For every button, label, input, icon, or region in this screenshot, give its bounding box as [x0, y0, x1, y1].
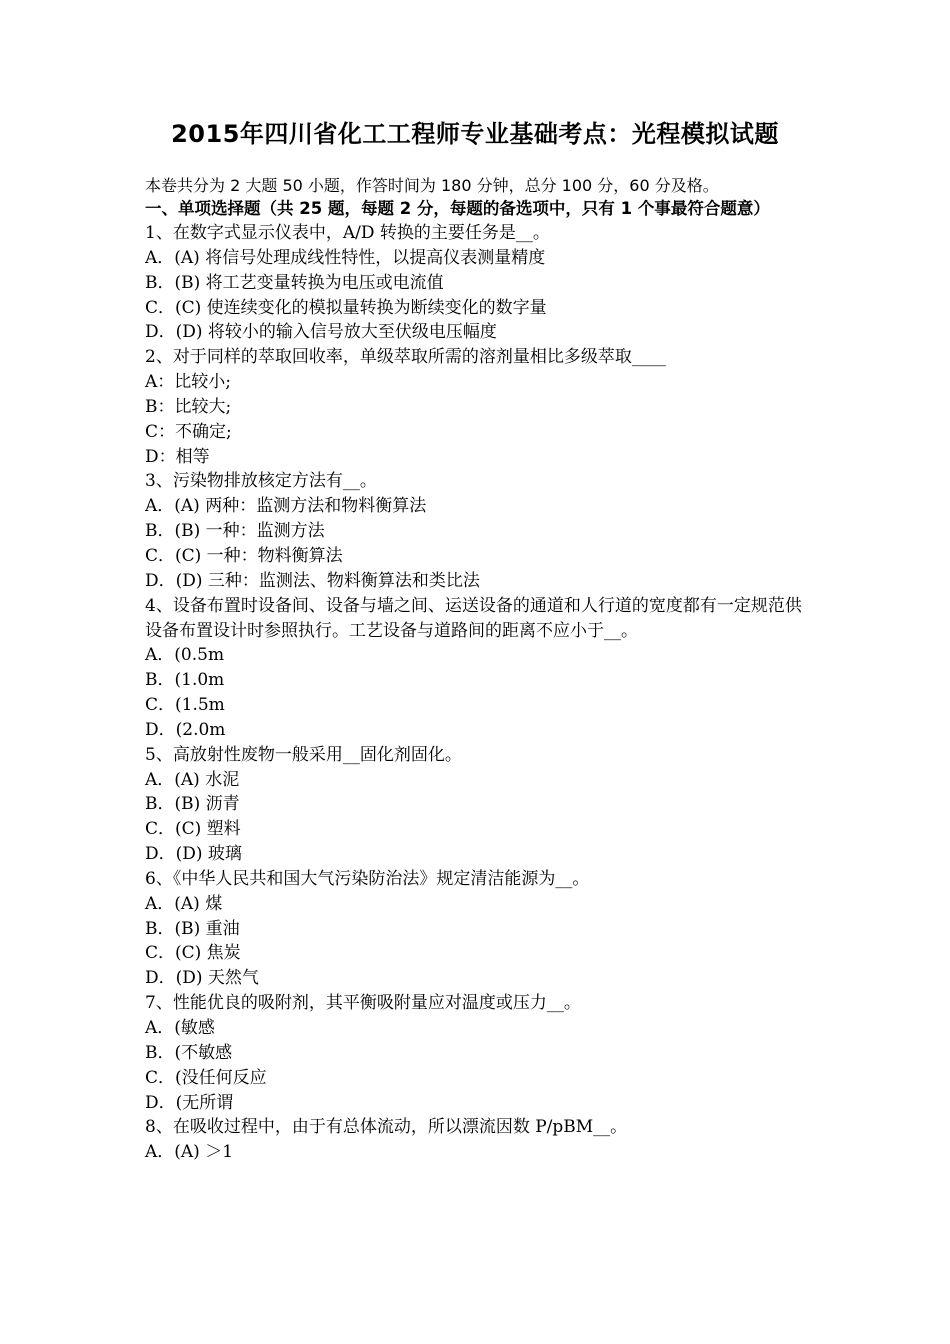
- answer-option: B．(B) 一种：监测方法: [145, 521, 325, 542]
- exam-intro: 本卷共分为 2 大题 50 小题，作答时间为 180 分钟，总分 100 分，60 分及格。: [145, 176, 719, 195]
- answer-option: A．(A) 水泥: [145, 769, 240, 790]
- answer-option: D．(D) 将较小的输入信号放大至伏级电压幅度: [145, 322, 497, 343]
- answer-option: B．(B) 沥青: [145, 794, 240, 815]
- answer-option: D：相等: [145, 446, 210, 467]
- answer-option: C．(1.5m: [145, 695, 225, 716]
- answer-option: D．(D) 天然气: [145, 968, 259, 989]
- answer-option: D．(2.0m: [145, 719, 226, 740]
- answer-option: B．(B) 将工艺变量转换为电压或电流值: [145, 272, 444, 293]
- answer-option: C．(C) 塑料: [145, 819, 241, 840]
- document-title: 2015年四川省化工工程师专业基础考点：光程模拟试题: [171, 120, 779, 148]
- question-text: 2、对于同样的萃取回收率，单级萃取所需的溶剂量相比多级萃取____: [145, 347, 666, 368]
- answer-option: B：比较大;: [145, 396, 232, 417]
- answer-option: A．(敏感: [145, 1018, 215, 1038]
- answer-option: D．(无所谓: [145, 1092, 234, 1113]
- answer-option: C：不确定;: [145, 421, 232, 442]
- answer-option: C．(没任何反应: [145, 1067, 267, 1088]
- section-heading: 一、单项选择题（共 25 题，每题 2 分，每题的备选项中，只有 1 个事最符合题意）: [145, 199, 770, 218]
- answer-option: D．(D) 玻璃: [145, 844, 242, 865]
- question-text: 3、污染物排放核定方法有__。: [145, 471, 377, 492]
- question-text: 1、在数字式显示仪表中，A/D 转换的主要任务是__。: [145, 223, 550, 243]
- question-text: 7、性能优良的吸附剂，其平衡吸附量应对温度或压力__。: [145, 993, 581, 1014]
- answer-option: C．(C) 使连续变化的模拟量转换为断续变化的数字量: [145, 297, 547, 318]
- answer-option: A：比较小;: [145, 372, 232, 393]
- answer-option: A．(0.5m: [145, 645, 225, 666]
- answer-option: C．(C) 焦炭: [145, 943, 241, 964]
- answer-option: C．(C) 一种：物料衡算法: [145, 545, 343, 566]
- question-text: 8、在吸收过程中，由于有总体流动，所以漂流因数 P/pBM__。: [145, 1117, 628, 1138]
- answer-option: A．(A) 两种：监测方法和物料衡算法: [145, 496, 427, 517]
- answer-option: A．(A) 将信号处理成线性特性，以提高仪表测量精度: [145, 247, 546, 268]
- question-text: 6、《中华人民共和国大气污染防治法》规定清洁能源为__。: [145, 868, 590, 889]
- answer-option: A．(A) ＞1: [145, 1142, 234, 1163]
- question-text: 5、高放射性废物一般采用__固化剂固化。: [145, 744, 462, 765]
- answer-option: B．(不敏感: [145, 1042, 233, 1063]
- question-list: [145, 221, 810, 1165]
- answer-option: B．(1.0m: [145, 670, 225, 691]
- document-body: [145, 174, 810, 1165]
- question-text: 4、设备布置时设备间、设备与墙之间、运送设备的通道和人行道的宽度都有一定规范供设备布置设计时参照执行。工艺设备与道路间的距离不应小于__。: [145, 595, 802, 641]
- answer-option: B．(B) 重油: [145, 918, 240, 939]
- answer-option: A．(A) 煤: [145, 893, 223, 914]
- answer-option: D．(D) 三种：监测法、物料衡算法和类比法: [145, 570, 480, 591]
